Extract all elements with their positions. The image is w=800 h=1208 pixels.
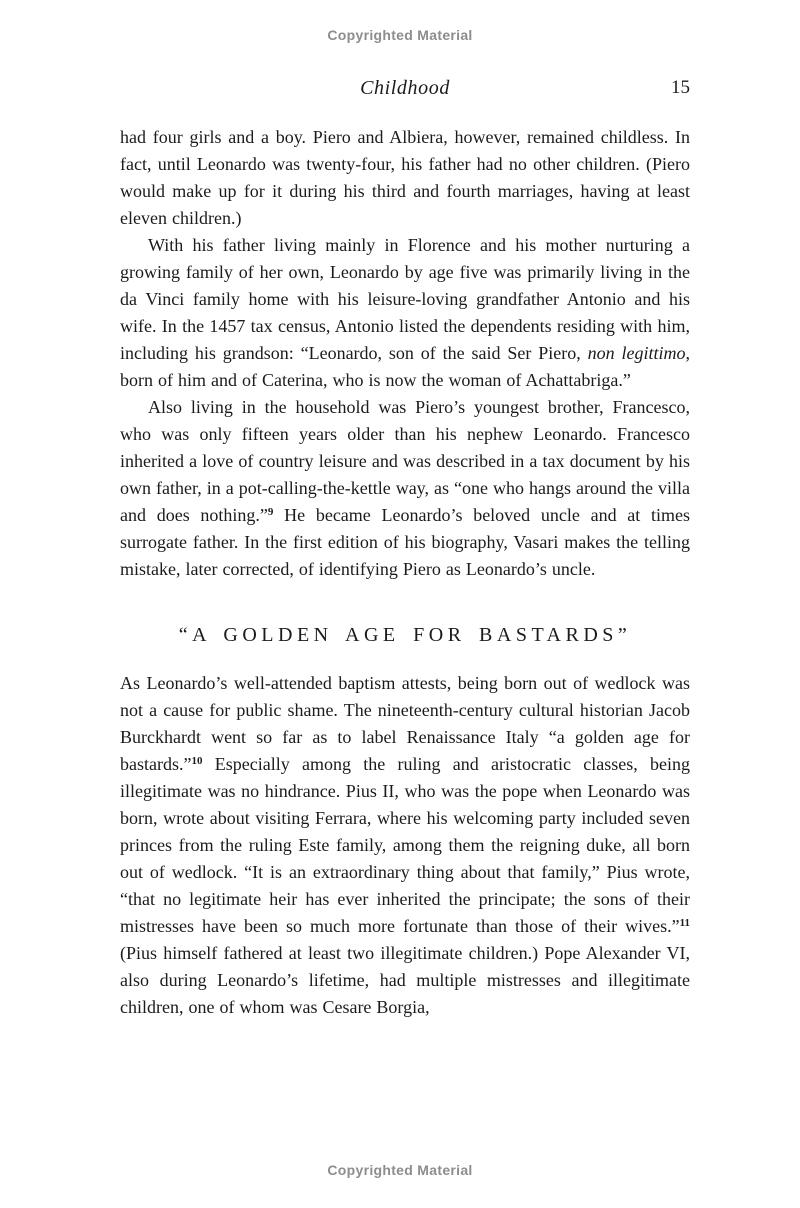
paragraph-4-text-a: As Leonardo’s well-attended baptism attests, being born out of wedlock was not a cause for public shame. The nineteenth-century cultural historian Jacob Burckhardt went so far as to label Renaissance Italy “a golden age for bastards.” — [120, 673, 690, 774]
endnote-ref-11: 11 — [679, 917, 690, 929]
body-text-column — [120, 124, 690, 1021]
paragraph-1-text: had four girls and a boy. Piero and Albiera, however, remained childless. In fact, until Leonardo was twenty-four, his father had no other children. (Piero would make up for it during his third and fourth marriages, having at least eleven children.) — [120, 127, 690, 228]
running-head — [120, 77, 690, 103]
paragraph-1 — [120, 124, 690, 232]
italic-phrase-non-legittimo: non legittimo — [587, 343, 686, 363]
copyright-notice-top: Copyrighted Material — [327, 27, 473, 43]
copyright-notice-bottom: Copyrighted Material — [327, 1162, 473, 1178]
paragraph-2-text-a: With his father living mainly in Florence and his mother nurturing a growing family of her own, Leonardo by age five was primarily living in the da Vinci family home with his leisure-loving grandfather Antonio and his wife. In the 1457 tax census, Antonio listed the dependents residing with him, including his grandson: “Leonardo, son of the said Ser Piero, — [120, 235, 690, 363]
paragraph-3-text-b: He became Leonardo’s beloved uncle and at times surrogate father. In the first edition of his biography, Vasari makes the telling mistake, later corrected, of identifying Piero as Leonardo’s uncle. — [120, 505, 690, 579]
section-heading: “A GOLDEN AGE FOR BASTARDS” — [178, 624, 632, 646]
endnote-ref-9: 9 — [267, 506, 274, 518]
page-number: 15 — [671, 77, 690, 98]
paragraph-3-text-a: Also living in the household was Piero’s youngest brother, Francesco, who was only fifteen years older than his nephew Leonardo. Francesco inherited a love of country leisure and was described in a tax document by his own father, in a pot-calling-the-kettle way, as “one who hangs around the villa and does nothing.” — [120, 397, 690, 525]
paragraph-3 — [120, 394, 690, 583]
paragraph-2 — [120, 232, 690, 394]
chapter-title: Childhood — [360, 77, 450, 99]
endnote-ref-10: 10 — [191, 755, 203, 767]
paragraph-2-text-b: , born of him and of Caterina, who is now the woman of Achattabriga.” — [120, 343, 691, 390]
paragraph-4-text-c: (Pius himself fathered at least two illegitimate children.) Pope Alexander VI, also during Leonardo’s lifetime, had multiple mistresses and illegitimate children, one of whom was Cesare Borgia, — [120, 943, 690, 1017]
paragraph-4 — [120, 670, 690, 1021]
paragraph-4-text-b: Especially among the ruling and aristocratic classes, being illegitimate was no hindrance. Pius II, who was the pope when Leonardo was born, wrote about visiting Ferrara, where his welcoming party included seven princes from the ruling Este family, among them the reigning duke, all born out of wedlock. “It is an extraordinary thing about that family,” Pius wrote, “that no legitimate heir has ever inherited the principate; the sons of their mistresses have been so much more fortunate than those of their wives.” — [120, 754, 690, 936]
